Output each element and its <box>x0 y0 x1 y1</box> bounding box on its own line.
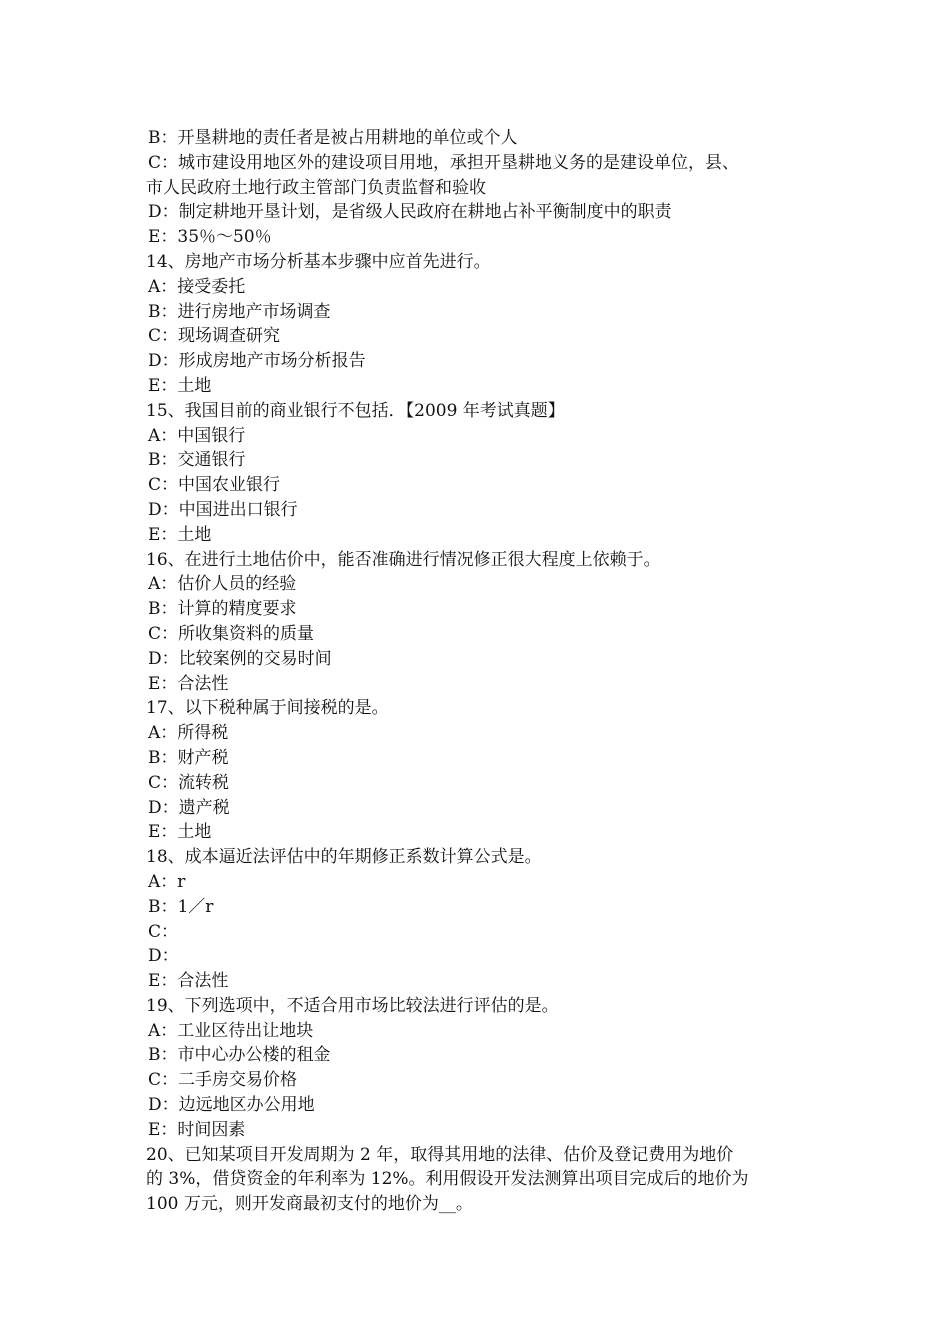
option-text: B：计算的精度要求 <box>148 599 297 620</box>
option-text: B：市中心办公楼的租金 <box>148 1045 331 1066</box>
question-text: 19、下列选项中，不适合用市场比较法进行评估的是。 <box>146 995 559 1016</box>
option-text: B：财产税 <box>148 747 229 768</box>
option-text: A：估价人员的经验 <box>148 574 297 595</box>
document-body <box>146 126 826 1217</box>
option-text: C：城市建设用地区外的建设项目用地，承担开垦耕地义务的是建设单位，县、 <box>148 152 740 173</box>
option-text: B：进行房地产市场调查 <box>148 301 331 322</box>
option-text: C：现场调查研究 <box>148 326 281 347</box>
option-text: D：形成房地产市场分析报告 <box>148 351 366 372</box>
question-text: 17、以下税种属于间接税的是。 <box>146 698 389 719</box>
question-text: 20、已知某项目开发周期为 2 年，取得其用地的法律、估价及登记费用为地价 <box>146 1144 734 1165</box>
text-continuation: 的 3%，借贷资金的年利率为 12%。利用假设开发法测算出项目完成后的地价为 <box>146 1169 749 1190</box>
option-text: E：35％～50％ <box>148 227 272 248</box>
text-continuation: 市人民政府土地行政主管部门负责监督和验收 <box>146 177 486 198</box>
option-text: B：开垦耕地的责任者是被占用耕地的单位或个人 <box>148 128 518 148</box>
option-text: D：边远地区办公用地 <box>148 1095 315 1116</box>
option-text: C： <box>148 921 179 942</box>
option-text: C：二手房交易价格 <box>148 1070 298 1091</box>
option-text: A：r <box>148 871 186 892</box>
option-text: A：所得税 <box>148 723 229 744</box>
option-text: B：1／r <box>148 896 214 917</box>
question-text: 14、房地产市场分析基本步骤中应首先进行。 <box>146 251 491 272</box>
question-text: 16、在进行土地估价中，能否准确进行情况修正很大程度上依赖于。 <box>146 549 661 570</box>
option-text: C：流转税 <box>148 772 230 793</box>
option-text: C：中国农业银行 <box>148 475 281 496</box>
text-continuation: 100 万元，则开发商最初支付的地价为__。 <box>146 1194 473 1215</box>
option-text: E：时间因素 <box>148 1119 246 1140</box>
option-text: D：制定耕地开垦计划，是省级人民政府在耕地占补平衡制度中的职责 <box>148 202 672 223</box>
option-text: A：接受委托 <box>148 276 246 297</box>
option-text: E：土地 <box>148 524 212 545</box>
option-text: E：土地 <box>148 375 212 396</box>
option-text: C：所收集资料的质量 <box>148 623 315 644</box>
option-text: D： <box>148 946 179 967</box>
question-text: 18、成本逼近法评估中的年期修正系数计算公式是。 <box>146 847 542 868</box>
option-text: B：交通银行 <box>148 450 246 471</box>
option-text: E：合法性 <box>148 673 229 694</box>
question-text: 15、我国目前的商业银行不包括．【2009 年考试真题】 <box>146 400 565 421</box>
option-text: D：中国进出口银行 <box>148 499 298 520</box>
option-text: E：土地 <box>148 822 212 843</box>
option-text: D：遗产税 <box>148 797 230 818</box>
option-text: A：工业区待出让地块 <box>148 1020 314 1041</box>
option-text: D：比较案例的交易时间 <box>148 648 332 669</box>
option-text: A：中国银行 <box>148 425 246 446</box>
option-text: E：合法性 <box>148 971 229 992</box>
